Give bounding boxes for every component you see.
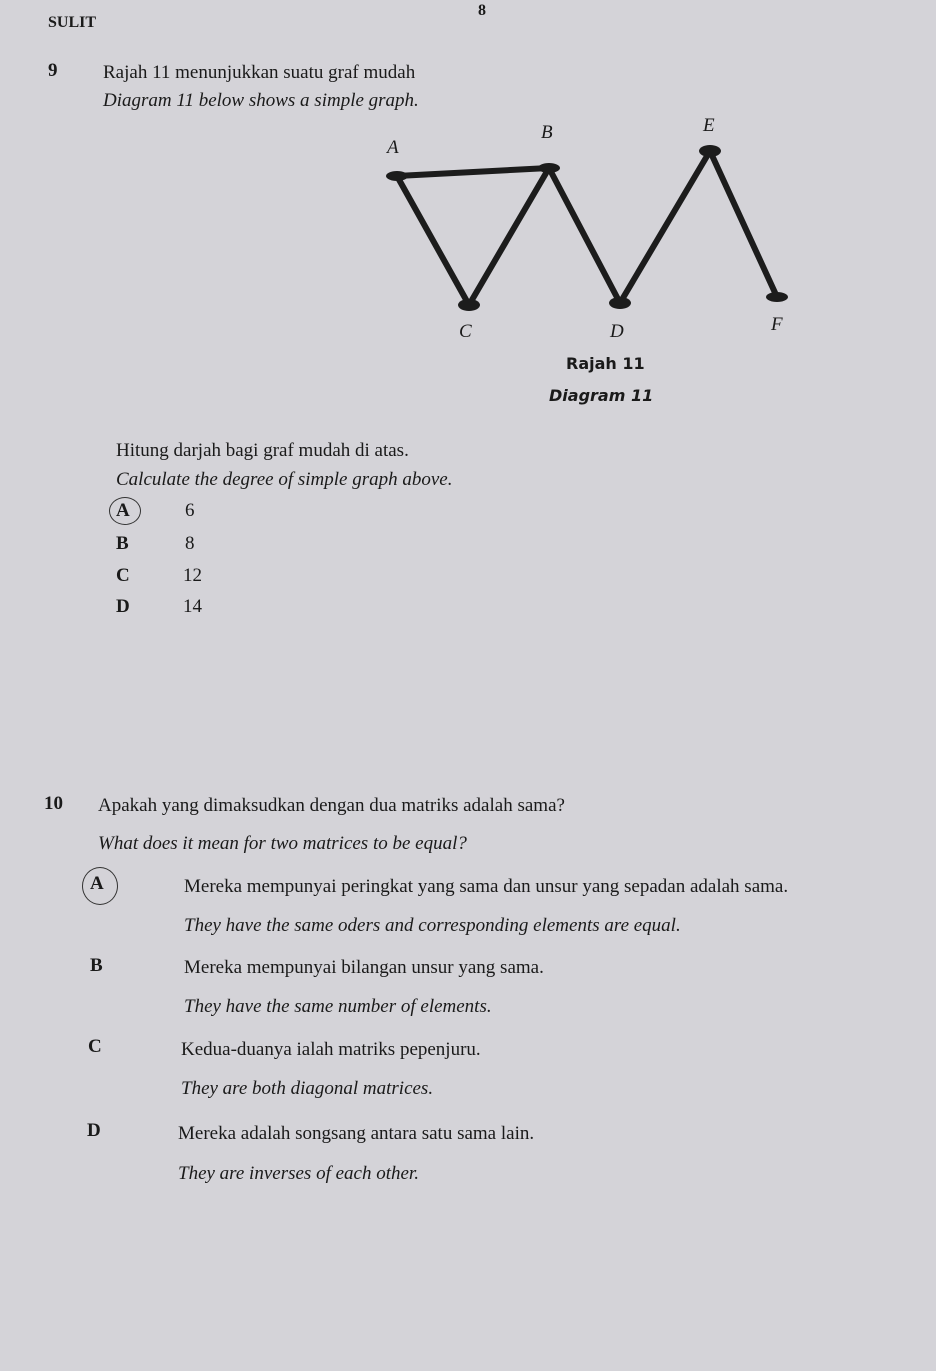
question-text-en: What does it mean for two matrices to be equal?: [98, 833, 467, 854]
option-letter: D: [87, 1120, 101, 1141]
vertex-label-b: B: [541, 122, 553, 143]
graph-vertex: [699, 145, 721, 157]
option-letter: B: [116, 533, 129, 554]
vertex-label-a: A: [387, 137, 399, 158]
question-text-my: Rajah 11 menunjukkan suatu graf mudah: [103, 62, 416, 83]
option-letter: A: [90, 873, 104, 894]
option-letter: C: [116, 565, 130, 586]
graph-edge: [710, 151, 777, 297]
diagram-caption-my: Rajah 11: [566, 354, 645, 373]
graph-edge: [397, 168, 549, 176]
option-value: 12: [183, 565, 202, 586]
graph-vertex: [386, 171, 408, 181]
option-value: 14: [183, 596, 202, 617]
option-text-en: They have the same number of elements.: [184, 996, 492, 1017]
vertex-label-e: E: [703, 115, 715, 136]
graph-vertex: [609, 297, 631, 309]
option-letter: D: [116, 596, 130, 617]
option-text-en: They have the same oders and corresponding elements are equal.: [184, 915, 681, 936]
option-text-en: They are both diagonal matrices.: [181, 1078, 434, 1099]
diagram-caption-en: Diagram 11: [549, 386, 654, 405]
option-text-en: They are inverses of each other.: [178, 1163, 419, 1184]
page-number: 8: [478, 2, 486, 19]
graph-vertex: [766, 292, 788, 302]
option-text-my: Kedua-duanya ialah matriks pepenjuru.: [181, 1039, 481, 1060]
question-number: 10: [44, 793, 63, 814]
graph-edge: [469, 168, 549, 305]
vertex-label-d: D: [610, 321, 624, 342]
option-text-my: Mereka mempunyai peringkat yang sama dan unsur yang sepadan adalah sama.: [184, 876, 789, 897]
graph-vertex: [538, 163, 560, 173]
option-text-my: Mereka adalah songsang antara satu sama lain.: [178, 1123, 535, 1144]
question-number: 9: [48, 60, 58, 81]
option-value: 8: [185, 533, 195, 554]
vertex-label-c: C: [459, 321, 472, 342]
vertex-label-f: F: [771, 314, 783, 335]
graph-edge: [397, 176, 469, 305]
option-letter: C: [88, 1036, 102, 1057]
prompt-en: Calculate the degree of simple graph above.: [116, 469, 453, 490]
graph-edge: [549, 168, 620, 303]
option-letter: A: [116, 500, 130, 521]
question-text-my: Apakah yang dimaksudkan dengan dua matriks adalah sama?: [98, 795, 565, 816]
option-text-my: Mereka mempunyai bilangan unsur yang sama.: [184, 957, 544, 978]
graph-edge: [620, 151, 710, 303]
prompt-my: Hitung darjah bagi graf mudah di atas.: [116, 440, 409, 461]
option-letter: B: [90, 955, 103, 976]
simple-graph-diagram: [0, 0, 936, 420]
option-value: 6: [185, 500, 195, 521]
header-sulit: SULIT: [48, 14, 97, 31]
question-text-en: Diagram 11 below shows a simple graph.: [103, 90, 419, 111]
graph-vertex: [458, 299, 480, 311]
